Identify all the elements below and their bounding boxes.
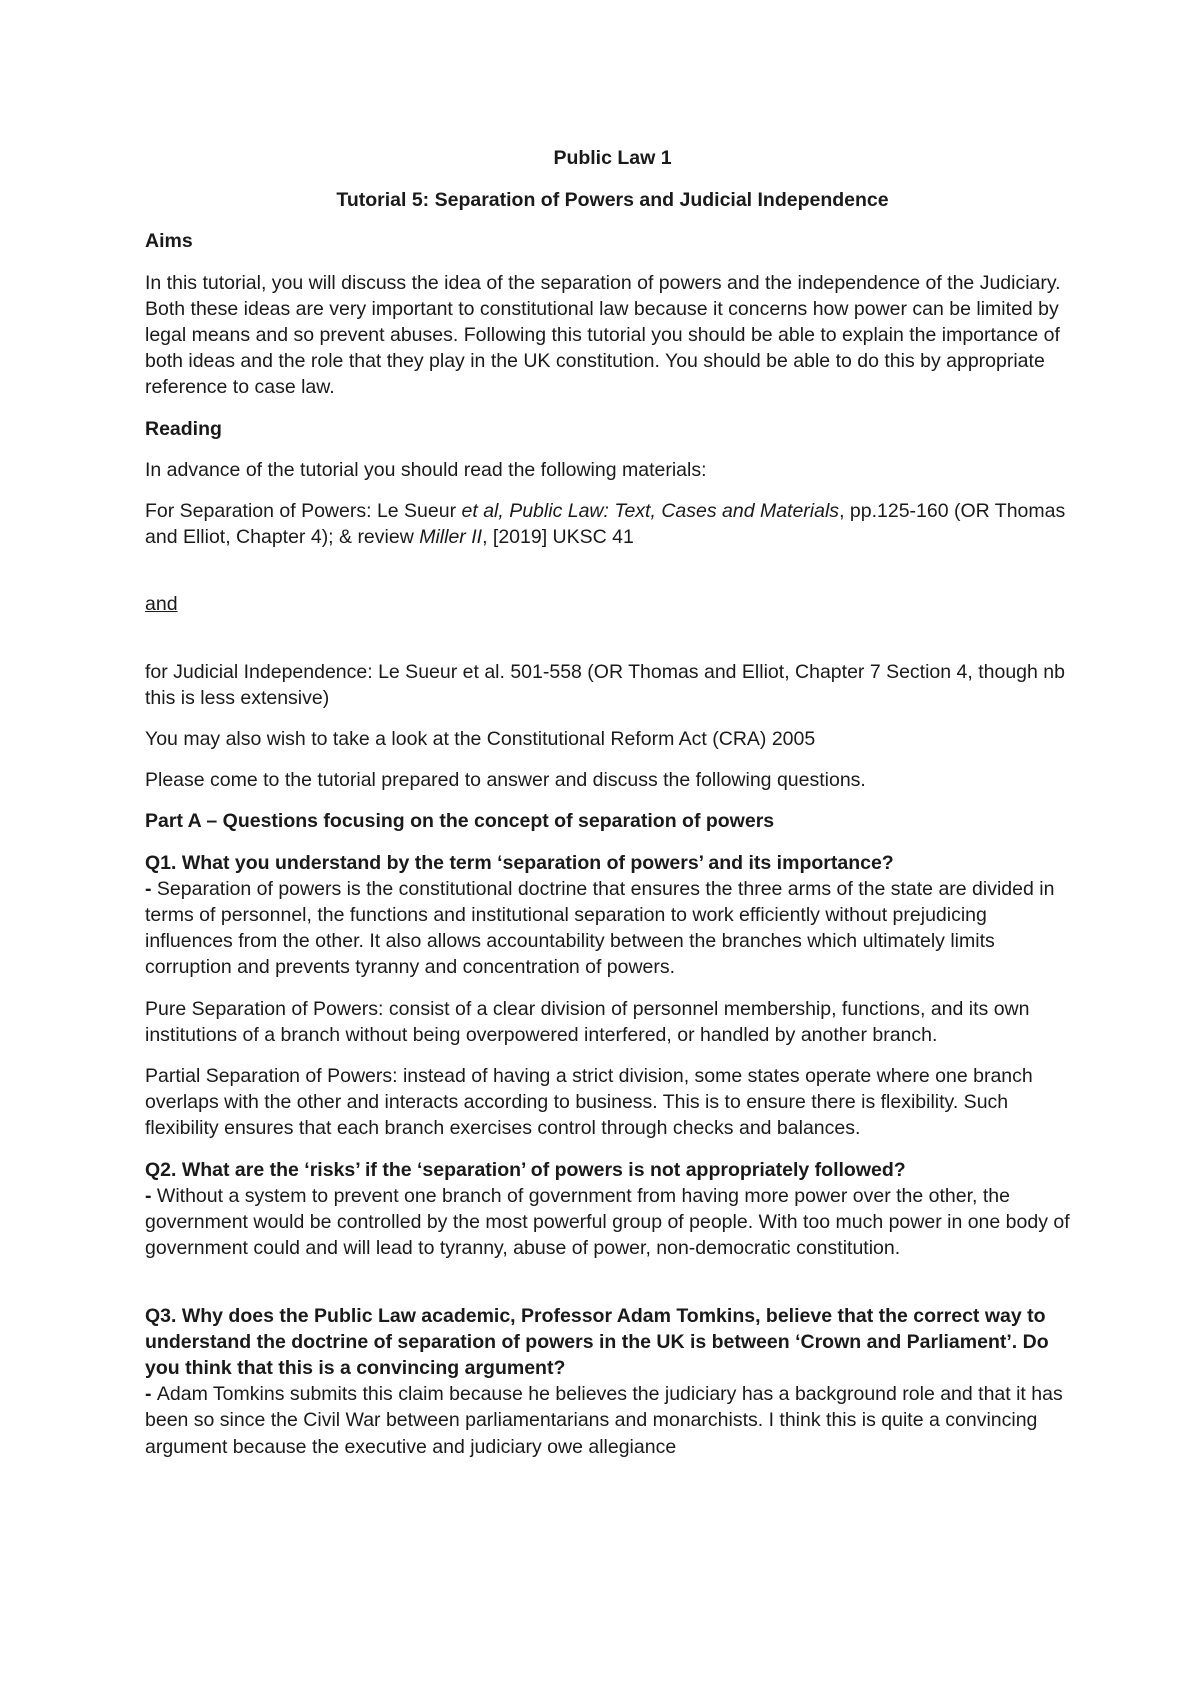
q3-answer-dash: - bbox=[145, 1383, 157, 1406]
reading-separation-of-powers bbox=[145, 498, 1080, 550]
q2-question: Q2. What are the ‘risks’ if the ‘separation’ of powers is not appropriately followed? bbox=[145, 1158, 906, 1181]
aims-heading: Aims bbox=[145, 230, 193, 253]
reading-sop-text-c: , pp.125-160 (OR Thomas and Elliot, Chapter 4); & review bbox=[145, 500, 1066, 549]
reading-intro: In advance of the tutorial you should read the following materials: bbox=[145, 458, 707, 481]
q1-question: Q1. What you understand by the term ‘separation of powers’ and its importance? bbox=[145, 851, 894, 874]
spacer bbox=[145, 565, 1080, 591]
reading-heading: Reading bbox=[145, 417, 222, 440]
q3-answer bbox=[145, 1381, 1080, 1460]
cra-note: You may also wish to take a look at the Constitutional Reform Act (CRA) 2005 bbox=[145, 728, 816, 751]
q2-answer-dash: - bbox=[145, 1184, 157, 1207]
reading-sop-text-a: For Separation of Powers: Le Sueur bbox=[145, 500, 462, 523]
part-a-heading: Part A – Questions focusing on the concept of separation of powers bbox=[145, 810, 775, 833]
spacer bbox=[145, 633, 1080, 659]
q1-answer-text: Separation of powers is the constitutional doctrine that ensures the three arms of the state are divided in terms of personnel, the functions and institutional separation to work efficiently without prejudicing influences from the other. It also allows accountability between the branches which ultimately limits corruption and prevents tyranny and concentration of powers. bbox=[145, 877, 1055, 979]
document-title: Public Law 1 bbox=[553, 147, 672, 169]
reading-judicial-independence: for Judicial Independence: Le Sueur et al. 501-558 (OR Thomas and Elliot, Chapter 7 Section 4, though nb this is less extensive) bbox=[145, 660, 1065, 709]
q1-answer-dash: - bbox=[145, 877, 157, 900]
q1-pure-sop: Pure Separation of Powers: consist of a clear division of personnel membership, functions, and its own institutions of a branch without being overpowered interfered, or handled by another branch. bbox=[145, 997, 1030, 1046]
reading-sop-text-e: , [2019] UKSC 41 bbox=[482, 526, 634, 549]
q2-answer bbox=[145, 1183, 1080, 1262]
aims-paragraph: In this tutorial, you will discuss the idea of the separation of powers and the independence of the Judiciary. Both these ideas are very important to constitutional law because it concerns how power can be limited by legal means and so prevent abuses. Following this tutorial you should be able to explain the importance of both ideas and the role that they play in the UK constitution. You should be able to do this by appropriate reference to case law. bbox=[145, 271, 1061, 399]
spacer bbox=[145, 1277, 1080, 1303]
and-text: and bbox=[145, 593, 178, 616]
q3-answer-text: Adam Tomkins submits this claim because he believes the judiciary has a background role and that it has been so since the Civil War between parliamentarians and monarchists. I think this is quite a convincing argument because the executive and judiciary owe allegiance bbox=[145, 1383, 1063, 1458]
reading-sop-book-title: et al, Public Law: Text, Cases and Materials bbox=[461, 500, 840, 523]
q2-answer-text: Without a system to prevent one branch of government from having more power over the other, the government would be controlled by the most powerful group of people. With too much power in one body of government could and will lead to tyranny, abuse of power, non-democratic constitution. bbox=[145, 1184, 1070, 1260]
q1-partial-sop: Partial Separation of Powers: instead of having a strict division, some states operate where one branch overlaps with the other and interacts according to business. This is to ensure there is flexibility. Such flexibility ensures that each branch exercises control through checks and balances. bbox=[145, 1065, 1033, 1140]
reading-sop-case-name: Miller II bbox=[419, 526, 483, 549]
and-connector bbox=[145, 591, 1080, 617]
prepare-note: Please come to the tutorial prepared to answer and discuss the following questions. bbox=[145, 769, 866, 792]
q1-answer bbox=[145, 876, 1080, 981]
q3-question: Q3. Why does the Public Law academic, Professor Adam Tomkins, believe that the correct way to understand the doctrine of separation of powers in the UK is between ‘Crown and Parliament’. Do you think that this is a convincing argument? bbox=[145, 1304, 1049, 1379]
tutorial-title: Tutorial 5: Separation of Powers and Judicial Independence bbox=[336, 189, 889, 212]
